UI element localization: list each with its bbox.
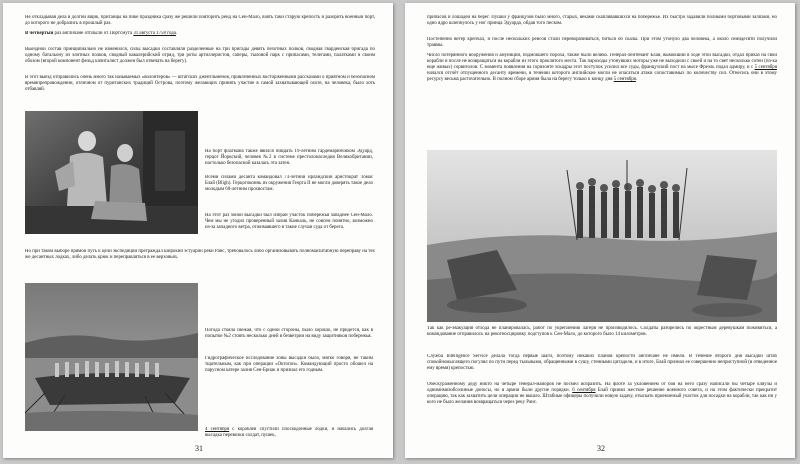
paragraph-4: Так как ре-эвакуация отхода не планировалась, работ по укреплению лагеря не производилось. Солдаты разбрелись по окрестным деревушкам поживиться, а командование отправилось на рекогносцировку подступов к Сен-Мало, до которого было 14 километров. [427,326,777,337]
battle-painting [427,150,777,322]
paragraph-1: припасов и лошадей на берег. Пушки у французов было много, старых, веками скапливавшихся на побережье. Их быстро задавили полными бортовыми залпами, но одно ядро шлепнулось у ног принца Эдуарда, обдав того песком. [427,15,777,26]
paragraph-5: Служба Intelligence Service делала тогда первые шаги, поэтому никаких планов крепости англичане не имели. В течение второго дня высадки штаб спокойномыслящего погулял по пути перед тыльными, обращенными в сушу, стенными цитадели, и в итоге, Блай признал ее совершенно неприступной (в отведенное ему время) крепостью. [427,354,777,371]
page-number: 32 [597,444,605,453]
paragraph-11: 4 сентября с кораблей спустили плоскодонные лодки, и начались долгая высадка перевозки солдат, пушек, [205,427,373,438]
paragraph-2: В четвертый раз англичане отплыли от Портсмута 31 августа 1758 года. [25,31,178,36]
paragraph-5: На борт флагмана также явился пиццать 19-летним гардемаринчиком Эдуард, герцог Йоркский, человек №2 в системе престолонаследия Великобритании, настолько безопасной казалась эта затея. [205,149,373,166]
paragraph-10: Гидрографическое исследование зоны высадки было, мягко говоря, не таким тщательным, как при операции «Октогон». Командующий просто обошел на парусном катере залив Сен-Бриак и признал его годным. [205,356,373,373]
paragraph-9: Погода стояла свежая, что с одной стороны, было хорошо, не придется, как в попытке №2 стоять несколько дней в безветрии на виду защитников побережья. [205,328,373,339]
right-page [405,3,795,458]
paragraph-6: Обескураженному деду никто на четыре генерал-майоров не посмел возразить. На флоте за укловением от боя на него сразу написали бы четыре кляузы и однимимизобоэлиные доносы, но в армии были другие порядки. 6 сентября Блай принял жесткое решение военного совета, и на этом фактически прекратит операцию, так как захватить цели операции не вышло. Штабные офицеры получили новую задачу, отыскать приемлемый участок для посадки на корабли, так как ни у кого не было желания возвращаться через реку Ранс. [427,382,777,405]
paragraph-1: Не откладывая дела в долгий ящик, британцы на пике праздника сразу же решили повторить рейд на Сен-Мало, взять таки старую крепость и разорить военный порт, до которого не добрались в прошлый раз. [25,15,375,26]
left-page [3,3,393,458]
paragraph-4: В этот выезд отправились очень много так называемых «волонтеров» — штатских джентльменов, привлеченных восторженными рассказами о приятном и безопасном времяпрепровождении, отличном от пуританских традиций Острова, поэтому желающих принять участие в самой захватывающей охоте, на человека, было хоть отбавляй. [25,75,375,92]
paragraph-3: Выездной состав принципиально не изменился, силы высадки составляли разделенные на три бригады девять пехотных полков, сводная гвардейская бригада по одному батальону из элитных полков, сводный кавалерийский отряд, три роты артиллеристов, саперы, тыловой парк с припасами, телегами, палатками и своим обозом (второй компонент фельд капиталист должен был отвечать на берегу). [25,47,375,64]
page-number: 31 [195,444,203,453]
landing-boats-painting [25,283,198,431]
portrait-painting [25,111,198,234]
paragraph-7: На этот раз зоной высадки был избран участок побережья западнее Сен-Мало. Чем мы не угодил проверенный залив Канкаль, не совсем понятно, возможно из-за западного ветра, отжимавшего в такие случаи суда от берега. [205,213,373,230]
paragraph-8: Но при таком выборе прямой путь к цели экспедиции преграждал широкий эстуарий реки Ранс, требовалось либо организовывать полномасштабную переправу на тех же десантных лодках, либо делать крюк и переправляться в ее верховьях. [25,249,375,260]
paragraph-6: Всеми силами десанта командовал 73-летний ирландский аристократ Томас Блай (Bligh). Герцогоконнь из окружения Георга II не могли доверять такое дело молодым 60-летним прохвостам. [205,175,373,192]
paragraph-2: Постепенно ветер крепчал, и после нескольких рейсов стали переворачиваться, биться об скалы. При этом утонуло два человека, а около семидесяти получили травмы. [427,37,777,48]
paragraph-3: Число потерянного вооружения и амуниции, подмокшего пороха, также было велико. Генерал-лейтенант Блай, вымокший в ходе этой высадки, отдал приказ на свои корабли и после не возвращаться на корабли из этого проклятого места. Так пароходы утонувших моторы уже не выходили с своей и на то свет несколько сотен (по-ка еще живых) сорвиголов. С момента появления на горизонте эскадры этот поступок усилил все суды, французский пост на мысе Фреэль подал адмиру, и с 5 сентября начался отсчёт отпущенного десанту времени, в течении которого английские могли не опасаться атаки сопоставимых по количеству сил. Отнесись они в этому ресурсу весьма расточительно. В полном сборе армия была на берегу только к концу дня 5 сентября. [427,53,777,82]
